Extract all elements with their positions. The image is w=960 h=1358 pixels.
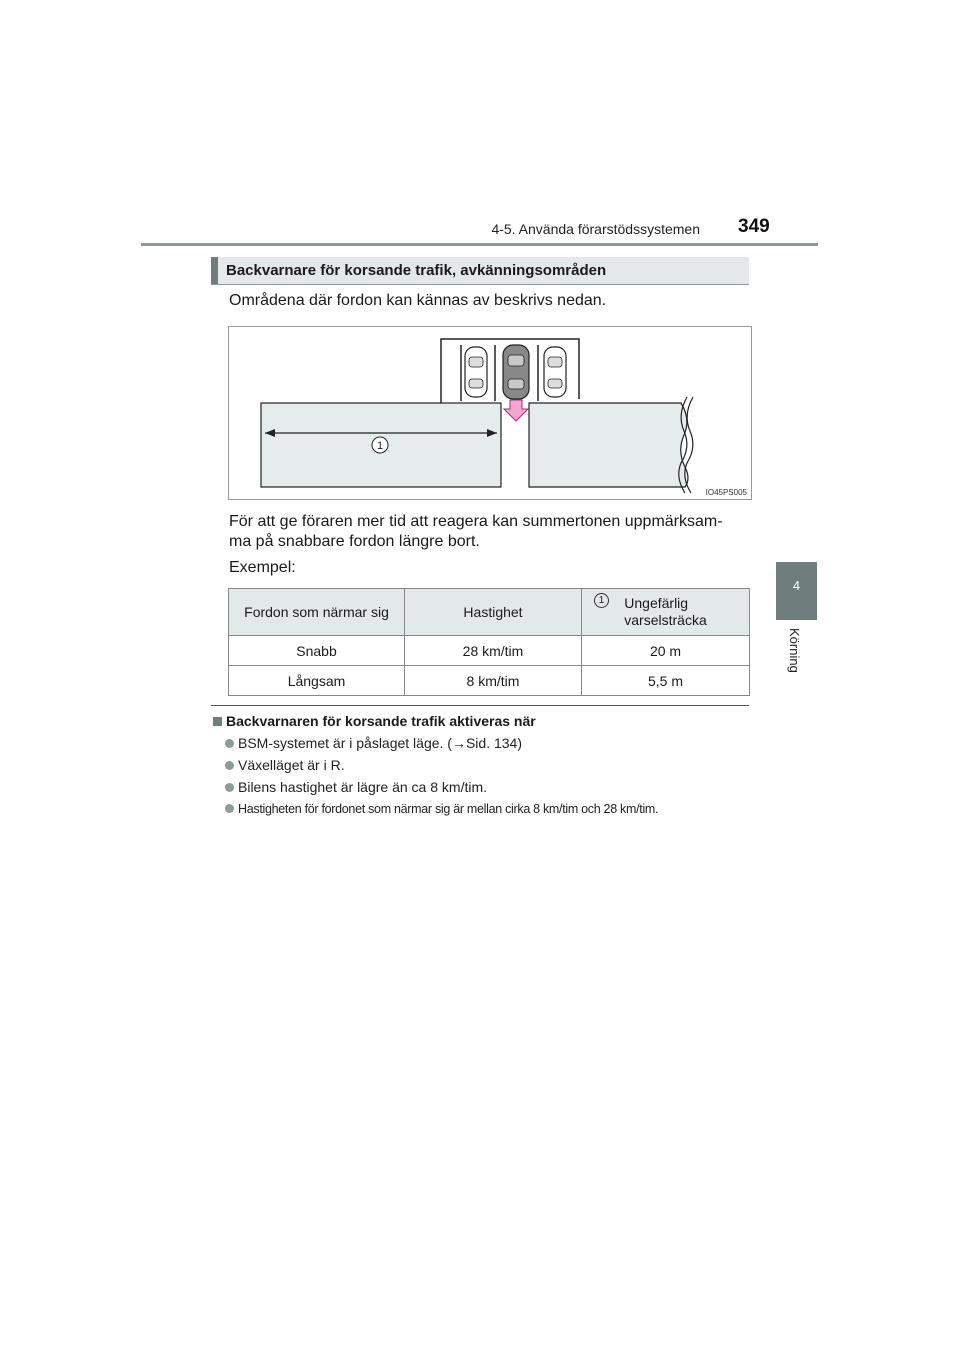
section-heading-text: Backvarnare för korsande trafik, avkänningsområden — [226, 262, 607, 279]
list-item — [225, 779, 487, 795]
chapter-tab — [776, 562, 817, 620]
own-car — [503, 345, 529, 399]
image-code: IO45PS005 — [705, 488, 747, 497]
detection-area-right — [529, 403, 688, 487]
example-table — [228, 588, 750, 696]
callout-number: 1 — [376, 440, 384, 452]
diagram-svg — [229, 327, 751, 499]
list-item-text: Hastigheten för fordonet som närmar sig är mellan cirka 8 km/tim och 28 km/tim. — [238, 802, 659, 816]
table-cell: Snabb — [229, 636, 405, 666]
list-item — [225, 802, 658, 816]
table-cell: Långsam — [229, 666, 405, 696]
page-number: 349 — [738, 216, 770, 237]
table-header-text — [624, 595, 706, 629]
conditions-divider — [211, 705, 749, 706]
intro-text: Områdena där fordon kan kännas av beskrivs nedan. — [229, 292, 607, 309]
table-cell: 8 km/tim — [405, 666, 582, 696]
parked-car-right — [544, 347, 566, 397]
list-item — [225, 757, 345, 773]
chapter-label-area — [771, 628, 821, 688]
detection-area-diagram — [228, 326, 752, 500]
running-header-section: 4-5. Använda förarstödssystemen — [491, 221, 700, 237]
parked-car-left — [465, 347, 487, 397]
example-label: Exempel: — [229, 559, 296, 576]
conditions-heading — [213, 713, 536, 729]
bullet-icon — [225, 783, 234, 792]
table-cell: 5,5 m — [582, 666, 750, 696]
section-heading — [211, 257, 749, 285]
table-header-row — [229, 589, 750, 636]
table-header: Hastighet — [405, 589, 582, 636]
reverse-direction-arrow — [504, 400, 528, 421]
chapter-label: Körning — [787, 628, 802, 673]
body-text-line-1: För att ge föraren mer tid att reagera kan summertonen uppmärksam- — [229, 513, 723, 530]
chapter-number: 4 — [792, 578, 801, 593]
table-cell: 28 km/tim — [405, 636, 582, 666]
table-row — [229, 636, 750, 666]
table-header-line: varselsträcka — [624, 612, 707, 628]
table-header-line: Ungefärlig — [624, 595, 689, 611]
list-item — [225, 735, 522, 751]
list-item-text: Bilens hastighet är lägre än ca 8 km/tim. — [238, 779, 488, 795]
list-item-text: BSM-systemet är i påslaget läge. (→Sid. 134) — [238, 735, 523, 751]
section-heading-accent — [211, 257, 218, 284]
bullet-icon — [225, 739, 234, 748]
callout-circle: 1 — [594, 593, 609, 608]
table-row — [229, 666, 750, 696]
bullet-icon — [225, 761, 234, 770]
body-text-line-2: ma på snabbare fordon längre bort. — [229, 533, 480, 550]
bullet-icon — [225, 804, 234, 813]
conditions-heading-text: Backvarnaren för korsande trafik aktiveras när — [226, 713, 536, 729]
square-bullet-icon — [213, 717, 222, 726]
table-header — [582, 589, 750, 636]
table-cell: 20 m — [582, 636, 750, 666]
header-divider — [141, 243, 818, 246]
table-header: Fordon som närmar sig — [229, 589, 405, 636]
list-item-text: Växelläget är i R. — [238, 757, 345, 773]
